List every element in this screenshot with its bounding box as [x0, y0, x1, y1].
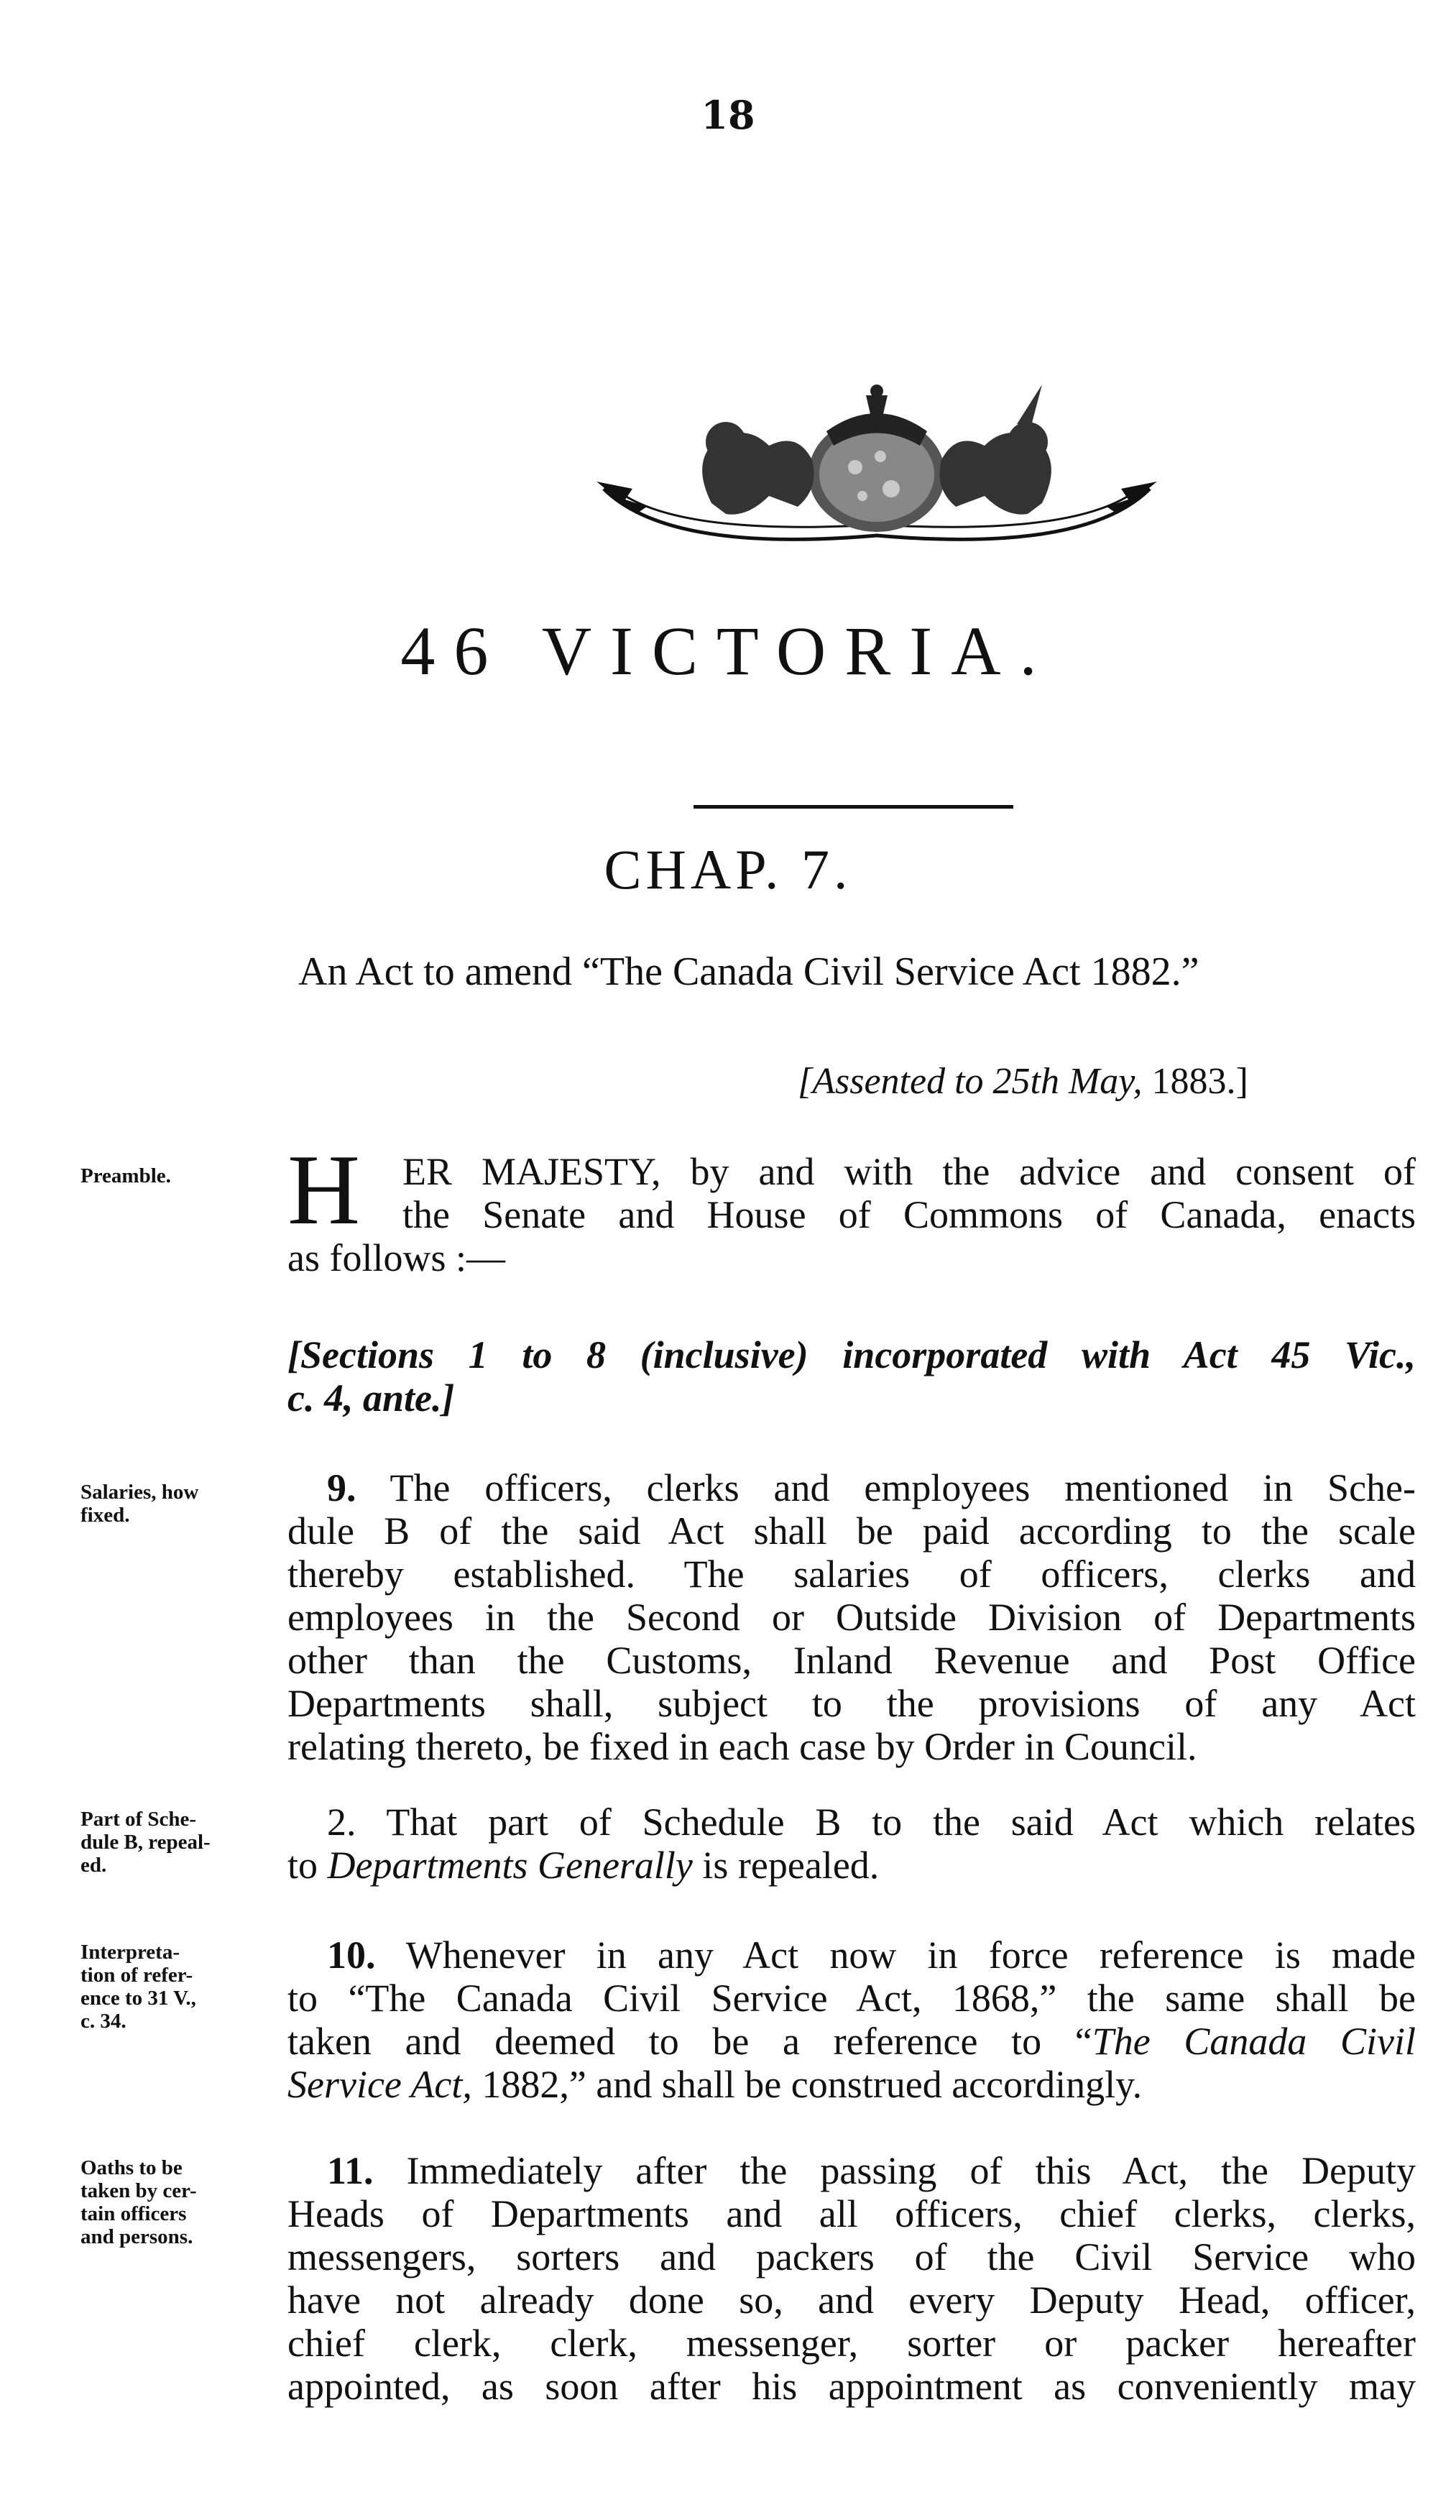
section-11-line-2: Heads of Departments and all officers, chief clerks, clerks,: [287, 2192, 1416, 2235]
incorporated-note-line-2: c. 4, ante.]: [287, 1376, 455, 1420]
subsection-number: 2.: [327, 1801, 356, 1844]
section-11-line-4: have not already done so, and every Deputy Head, officer,: [287, 2278, 1416, 2322]
section-9-line-7: relating thereto, be fixed in each case by Order in Council.: [287, 1725, 1197, 1768]
assent-year: 1883.]: [1151, 1061, 1248, 1102]
section-9-2-prefix: to: [287, 1844, 318, 1887]
regnal-year-heading: 46 VICTORIA.: [400, 612, 1056, 689]
margin-note-section-11: Oaths to be taken by cer- tain officers and persons.: [80, 2156, 197, 2248]
section-9-line-1-text: The officers, clerks and employees mentioned in Sche-: [390, 1466, 1416, 1509]
section-9-line-3: thereby established. The salaries of officers, clerks and: [287, 1553, 1416, 1596]
section-9-2-suffix: is repealed.: [702, 1844, 880, 1887]
section-11-line-1: [287, 2149, 1416, 2192]
section-9-line-2: dule B of the said Act shall be paid according to the scale: [287, 1509, 1416, 1553]
preamble-line-1: ER MAJESTY, by and with the advice and consent of: [402, 1150, 1416, 1193]
section-9-2-line-1-text: That part of Schedule B to the said Act which relates: [386, 1801, 1416, 1844]
section-10-line-3-text: taken and deemed to be a reference to “: [287, 2020, 1092, 2063]
section-10-line-4-text: 1882,” and shall be construed accordingly.: [482, 2063, 1143, 2106]
section-10-paragraph: [287, 1933, 1416, 2106]
margin-note-section-10: Interpreta- tion of refer- ence to 31 V., c. 34.: [80, 1941, 196, 2033]
section-9-2-line-1: [287, 1801, 1416, 1844]
section-9-line-6: Departments shall, subject to the provisions of any Act: [287, 1682, 1416, 1725]
section-9-2-italic: Departments Generally: [327, 1844, 693, 1887]
section-10-line-1: [287, 1933, 1416, 1977]
assent-note: [798, 1060, 1248, 1103]
section-10-line-4-italic: Service Act,: [287, 2063, 472, 2106]
section-10-line-2: to “The Canada Civil Service Act, 1868,” the same shall be: [287, 1977, 1416, 2020]
heading-divider: [694, 805, 1013, 809]
section-9-subsection-2-paragraph: [287, 1801, 1416, 1887]
incorporated-note-line-1: [Sections 1 to 8 (inclusive) incorporated with Act 45 Vic.,: [287, 1333, 1416, 1376]
royal-coat-of-arms-icon: [582, 381, 1171, 546]
section-9-paragraph: [287, 1466, 1416, 1768]
section-10-line-1-text: Whenever in any Act now in force reference is made: [405, 1933, 1416, 1977]
section-9-line-5: other than the Customs, Inland Revenue and Post Office: [287, 1639, 1416, 1682]
section-9-line-1: [287, 1466, 1416, 1509]
section-9-2-line-2: [287, 1844, 1416, 1887]
section-11-paragraph: [287, 2149, 1416, 2408]
act-title: An Act to amend “The Canada Civil Service Act 1882.”: [298, 949, 1199, 994]
section-11-line-5: chief clerk, clerk, messenger, sorter or packer hereafter: [287, 2322, 1416, 2365]
preamble-line-2: the Senate and House of Commons of Canada, enacts: [402, 1193, 1416, 1236]
margin-note-preamble: Preamble.: [80, 1164, 171, 1187]
section-10-line-4: [287, 2063, 1416, 2106]
section-10-line-3-italic: The Canada Civil: [1092, 2020, 1416, 2063]
page-number: 18: [701, 92, 755, 138]
incorporated-note: [287, 1333, 1416, 1420]
preamble-paragraph: [287, 1134, 1416, 1279]
section-11-line-1-text: Immediately after the passing of this Act, the Deputy: [406, 2149, 1416, 2192]
drop-cap: H: [287, 1134, 361, 1246]
section-11-line-3: messengers, sorters and packers of the Civil Service who: [287, 2235, 1416, 2278]
section-11-line-6: appointed, as soon after his appointment as conveniently may: [287, 2365, 1416, 2408]
section-9-line-4: employees in the Second or Outside Division of Departments: [287, 1596, 1416, 1639]
margin-note-section-9: Salaries, how fixed.: [80, 1481, 199, 1527]
section-10-line-3: [287, 2020, 1416, 2063]
chapter-heading: CHAP. 7.: [604, 838, 852, 901]
assent-date: [Assented to 25th May,: [798, 1061, 1143, 1102]
preamble-line-3: as follows :—: [287, 1236, 505, 1279]
section-number: 10.: [327, 1933, 376, 1977]
section-number: 11.: [327, 2149, 374, 2192]
margin-note-section-9-2: Part of Sche- dule B, repeal- ed.: [80, 1808, 211, 1877]
section-number: 9.: [327, 1466, 356, 1509]
